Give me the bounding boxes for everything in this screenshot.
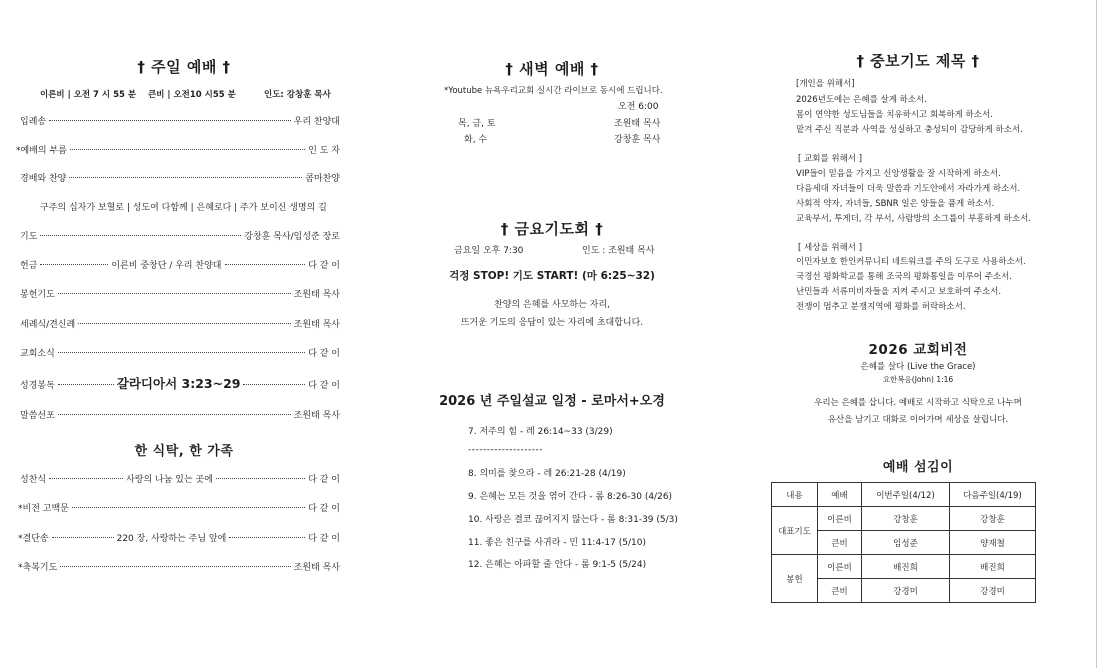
- left-column: [0, 0, 368, 668]
- one-table-title: 한 식탁, 한 가족: [134, 444, 234, 459]
- order-value: 다 같 이: [308, 261, 340, 271]
- world-item: 국경선 평화학교를 통해 조국의 평화통일을 이루어 주소서.: [796, 272, 1012, 282]
- this-week-cell: 배진희: [862, 555, 950, 579]
- order-row-prayer: [20, 229, 340, 242]
- church-item: 교육부서, 투게더, 각 부서, 사람방의 소그룹이 부흥하게 하소서.: [796, 214, 1031, 224]
- leader-dots: [40, 235, 241, 236]
- order-row-commitment: [18, 531, 340, 544]
- sunday-service-title: † 주일 예배 †: [137, 58, 231, 76]
- personal-heading: [개인을 위해서]: [796, 79, 855, 89]
- order-label: 봉헌기도: [20, 290, 55, 300]
- leader-dots: [58, 414, 291, 415]
- leader-dots: [78, 323, 290, 324]
- church-item: 다음세대 자녀들이 더욱 말씀과 기도안에서 자라가게 하소서.: [796, 184, 1021, 194]
- table-row: [772, 555, 1036, 579]
- this-week-cell: 강창훈: [862, 507, 950, 531]
- dawn-service-title: † 새벽 예배 †: [505, 60, 599, 78]
- vision-desc-1: 우리는 은혜를 삽니다. 예배로 시작하고 식탁으로 나누며: [814, 398, 1022, 408]
- next-week-cell: 배진희: [950, 555, 1036, 579]
- order-label: 헌금: [20, 261, 38, 271]
- leader-dots: [69, 177, 302, 178]
- friday-prayer-title: † 금요기도회 †: [500, 220, 604, 238]
- friday-desc-1: 찬양의 은혜를 사모하는 자리,: [494, 300, 610, 310]
- order-value: 강창훈 목사/임성준 장로: [244, 232, 340, 242]
- church-item: VIP들이 믿음을 가지고 신앙생활을 잘 시작하게 하소서.: [796, 169, 1001, 179]
- order-label: 기도: [20, 232, 38, 242]
- group-cell: 대표기도: [772, 507, 818, 555]
- order-value: 다 같 이: [308, 534, 340, 544]
- personal-item: 몸이 연약한 성도님들을 치유하시고 회복하게 하소서.: [796, 110, 993, 120]
- order-row-vision: [18, 501, 340, 514]
- order-value: 조원태 목사: [293, 563, 340, 573]
- sermon-item: 10. 사랑은 결코 끊어지지 않는다 - 롬 8:31-39 (5/3): [468, 515, 678, 525]
- header-cell: 예배: [818, 483, 862, 507]
- order-middle: 사랑의 나눔 있는 곳에: [126, 475, 213, 485]
- church-item: 사회적 약자, 자녀들, SBNR 일은 양들을 품게 하소서.: [796, 199, 995, 209]
- service-cell: 이른비: [818, 507, 862, 531]
- sermon-item: 11. 좋은 친구를 사귀라 - 민 11:4-17 (5/10): [468, 538, 646, 548]
- personal-item: 2026년도에는 은혜를 살게 하소서.: [796, 95, 927, 105]
- leader-dots: [70, 149, 305, 150]
- vision-subtitle: 은혜를 살다 (Live the Grace): [860, 362, 976, 372]
- order-row-scripture: [20, 374, 340, 392]
- dawn-days-1: 목, 금, 토: [458, 119, 496, 129]
- order-label: *예배의 부름: [16, 146, 67, 156]
- leader-dots: [58, 293, 291, 294]
- order-row-news: [20, 346, 340, 359]
- world-heading: [ 세상을 위해서 ]: [798, 243, 863, 253]
- intercession-title: † 중보기도 제목 †: [856, 52, 980, 70]
- leader-dots: [229, 537, 305, 538]
- friday-theme: 걱정 STOP! 기도 START! (마 6:25~32): [449, 270, 655, 282]
- order-value: 인 도 자: [308, 146, 340, 156]
- order-label: 입례송: [20, 117, 47, 127]
- header-cell: 다음주일(4/19): [950, 483, 1036, 507]
- order-row-call: [16, 143, 340, 156]
- order-row-entrance: [20, 114, 340, 127]
- church-heading: [ 교회를 위해서 ]: [798, 154, 863, 164]
- order-label: *비전 고백문: [18, 504, 69, 514]
- servers-title: 예배 섬김이: [882, 460, 954, 475]
- header-cell: 이번주일(4/12): [862, 483, 950, 507]
- dawn-leader-1: 조원태 목사: [614, 119, 661, 129]
- group-cell: 봉헌: [772, 555, 818, 603]
- order-label: 성찬식: [20, 475, 47, 485]
- leader-dots: [58, 384, 114, 385]
- friday-time: 금요일 오후 7:30: [454, 246, 524, 256]
- order-row-worship: [20, 171, 340, 184]
- personal-item: 맡겨 주신 직분과 사역을 성실하고 충성되이 감당하게 하소서.: [796, 125, 1023, 135]
- leader-dots: [60, 566, 290, 567]
- service-cell: 이른비: [818, 555, 862, 579]
- order-value: 콤마찬양: [305, 174, 340, 184]
- sermon-item: 9. 은혜는 모든 것을 엮어 간다 - 롬 8:26-30 (4/26): [468, 492, 673, 502]
- servers-table: [771, 482, 1036, 603]
- next-week-cell: 양재철: [950, 531, 1036, 555]
- leader-dots: [243, 384, 305, 385]
- vision-desc-2: 유산을 남기고 대화로 이어가며 세상을 살립니다.: [827, 415, 1009, 425]
- next-week-cell: 강창훈: [950, 507, 1036, 531]
- world-item: 난민들과 서류미비자들을 지켜 주시고 보호하여 주소서.: [796, 287, 1002, 297]
- order-value: 조원태 목사: [293, 411, 340, 421]
- order-value: 다 같 이: [308, 504, 340, 514]
- service-cell: 큰비: [818, 579, 862, 603]
- dawn-leader-2: 강창훈 목사: [614, 135, 661, 145]
- sermon-item: 7. 저주의 힘 - 레 26:14~33 (3/29): [468, 427, 613, 437]
- dawn-days-2: 화, 수: [464, 135, 488, 145]
- order-label: 교회소식: [20, 349, 55, 359]
- leader-dots: [72, 507, 305, 508]
- world-item: 전쟁이 멈추고 분쟁지역에 평화를 허락하소서.: [796, 302, 966, 312]
- order-label: *결단송: [18, 534, 49, 544]
- friday-leader: 인도 : 조원태 목사: [582, 246, 655, 256]
- this-week-cell: 임성준: [862, 531, 950, 555]
- leader-dots: [58, 352, 305, 353]
- order-label: 경배와 찬양: [20, 174, 67, 184]
- service-cell: 큰비: [818, 531, 862, 555]
- order-value: 다 같 이: [308, 381, 340, 391]
- dawn-note: *Youtube 뉴욕우리교회 실시간 라이브로 동시에 드립니다.: [444, 86, 663, 96]
- order-value: 조원태 목사: [293, 320, 340, 330]
- order-row-benediction: [18, 560, 340, 573]
- order-row-baptism: [20, 317, 340, 330]
- table-row: [772, 507, 1036, 531]
- sermon-divider: --------------------: [468, 445, 543, 455]
- order-value: 조원태 목사: [293, 290, 340, 300]
- order-row-offering: [20, 258, 340, 271]
- leader-dots: [40, 264, 108, 265]
- order-row-communion: [20, 472, 340, 485]
- order-middle: 이른비 중창단 / 우리 찬양대: [111, 261, 222, 271]
- next-week-cell: 강경미: [950, 579, 1036, 603]
- scripture-reference: 갈라디아서 3:23~29: [116, 376, 241, 391]
- dawn-time: 오전 6:00: [618, 102, 659, 112]
- vision-title: 2026 교회비전: [868, 342, 968, 358]
- middle-column: [368, 0, 736, 668]
- order-row-offering-prayer: [20, 287, 340, 300]
- leader-dots: [225, 264, 306, 265]
- leader-dots: [49, 120, 291, 121]
- order-value: 우리 찬양대: [293, 117, 340, 127]
- leader-dots: [49, 478, 123, 479]
- sermon-item: 8. 의미를 찾으라 - 레 26:21-28 (4/19): [468, 469, 626, 479]
- late-service-time: 큰비 | 오전10 시55 분: [148, 90, 236, 100]
- header-cell: 내용: [772, 483, 818, 507]
- leader-dots: [216, 478, 305, 479]
- sermon-schedule-title: 2026 년 주일설교 일정 - 로마서+오경: [439, 394, 665, 409]
- sermon-item: 12. 은혜는 아파할 줄 안다 - 롬 9:1-5 (5/24): [468, 560, 647, 570]
- order-label: 말씀선포: [20, 411, 55, 421]
- world-item: 이민자보호 한인커뮤니티 네트워크를 주의 도구로 사용하소서.: [796, 257, 1026, 267]
- order-label: *축복기도: [18, 563, 58, 573]
- order-value: 다 같 이: [308, 349, 340, 359]
- table-header-row: [772, 483, 1036, 507]
- order-label: 성경봉독: [20, 381, 55, 391]
- order-value: 다 같 이: [308, 475, 340, 485]
- leader-dots: [52, 537, 114, 538]
- service-leader: 인도: 강창훈 목사: [264, 90, 331, 100]
- page-edge-line: [1096, 0, 1097, 668]
- order-row-sermon: [20, 408, 340, 421]
- early-service-time: 이른비 | 오전 7 시 55 분: [40, 90, 137, 100]
- this-week-cell: 강경미: [862, 579, 950, 603]
- vision-reference: 요한복음(John) 1:16: [882, 375, 954, 384]
- order-middle: 220 장, 사랑하는 주님 앞에: [116, 534, 227, 544]
- order-label: 세례식/견신례: [20, 320, 76, 330]
- praise-song-list: 구주의 십자가 보혈로 | 성도여 다함께 | 은혜로다 | 주가 보이신 생명의 길: [40, 203, 327, 213]
- friday-desc-2: 뜨거운 기도의 응답이 있는 자리에 초대합니다.: [460, 318, 644, 328]
